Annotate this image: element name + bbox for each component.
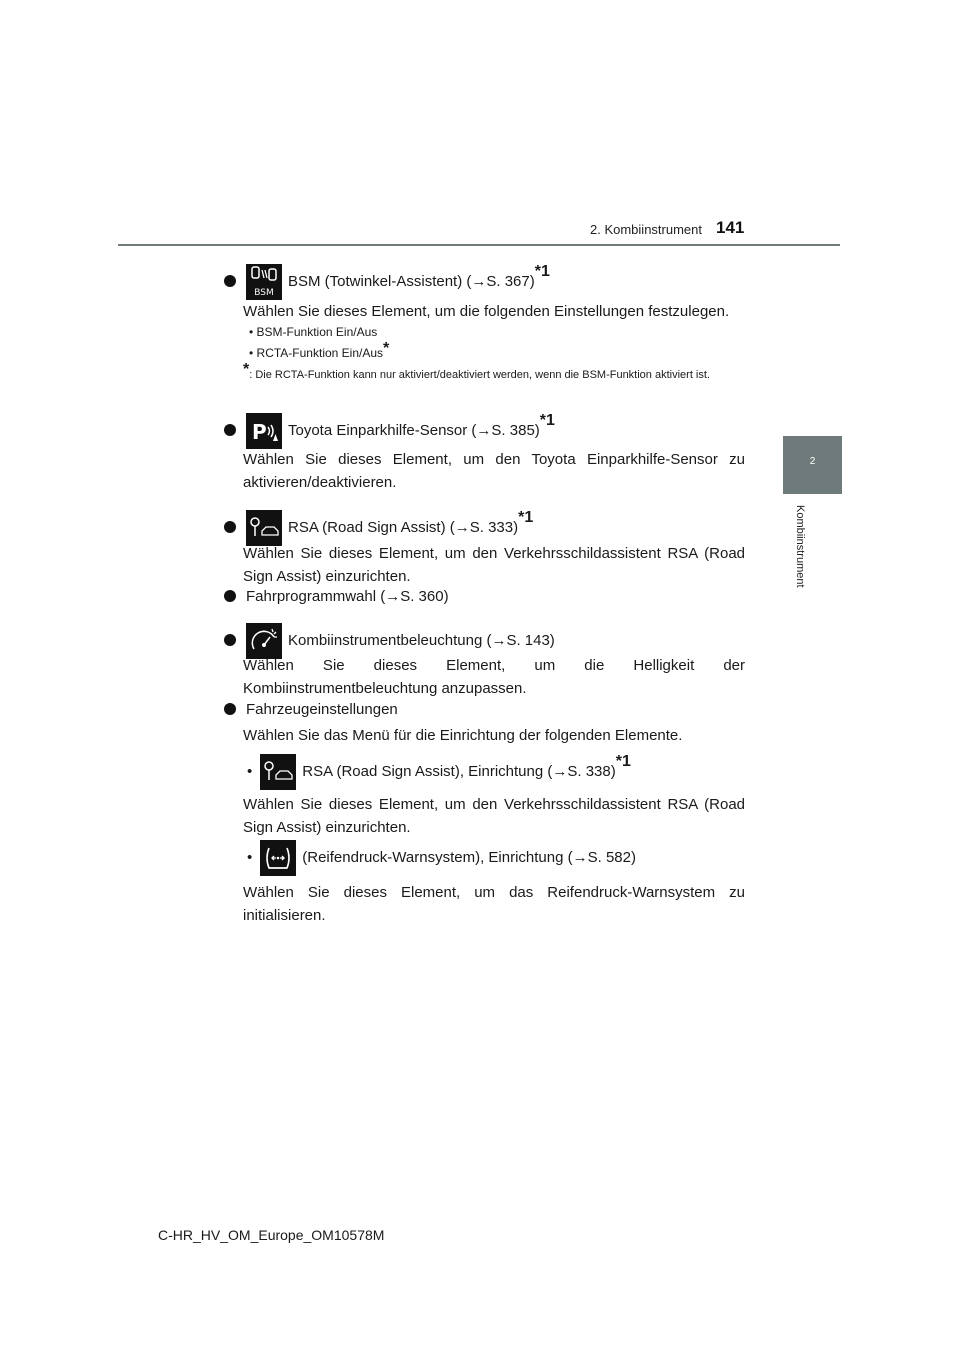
parking-sensor-description: Wählen Sie dieses Element, um den Toyota Einparkhilfe-Sensor zu aktivieren/deaktivieren.	[243, 451, 745, 491]
small-bullet: •	[247, 848, 253, 866]
bsm-footnote	[243, 362, 745, 383]
list-item-rsa-setup	[243, 752, 631, 790]
rsa-setup-title: RSA (Road Sign Assist), Einrichtung (→S. 338)	[302, 763, 616, 780]
bsm-sub-item-1: • BSM-Funktion Ein/Aus	[249, 325, 378, 339]
bullet-icon	[224, 275, 236, 287]
chapter-tab	[783, 436, 842, 494]
list-item-drive-mode	[224, 587, 449, 607]
rsa-title: RSA (Road Sign Assist) (→S. 333)	[288, 519, 519, 536]
parking-sensor-icon-text: P	[252, 420, 267, 445]
vehicle-settings-title: Fahrzeugeinstellungen	[246, 701, 398, 718]
chapter-tab-number: 2	[809, 456, 816, 467]
bsm-footnote-marker: *1	[534, 263, 550, 280]
drive-mode-title: Fahrprogrammwahl (→S. 360)	[246, 588, 449, 605]
bullet-icon	[224, 424, 236, 436]
page-number: 141	[716, 218, 745, 237]
tire-pressure-icon	[260, 840, 296, 876]
tire-pressure-title: (Reifendruck-Warnsystem), Einrichtung (→S. 582)	[302, 848, 636, 866]
meter-illumination-title: Kombiinstrumentbeleuchtung (→S. 143)	[288, 631, 555, 649]
list-item-parking-sensor	[224, 411, 555, 449]
bsm-description: Wählen Sie dieses Element, um die folgenden Einstellungen festzulegen.	[243, 303, 730, 320]
document-id: C-HR_HV_OM_Europe_OM10578M	[158, 1227, 385, 1243]
vehicle-settings-description: Wählen Sie das Menü für die Einrichtung der folgenden Elemente.	[243, 727, 683, 744]
list-item-rsa	[224, 508, 533, 546]
bsm-sub-item-2-star: *	[383, 340, 390, 357]
small-bullet: •	[247, 763, 253, 780]
bsm-sub-item-2-text: • RCTA-Funktion Ein/Aus	[249, 346, 384, 360]
chapter-side-label: Kombiinstrument	[794, 505, 806, 588]
rsa-footnote-marker: *1	[518, 509, 534, 526]
bullet-icon	[224, 634, 236, 646]
meter-illumination-description: Wählen Sie dieses Element, um die Helligkeit der Kombiinstrumentbeleuchtung anzupassen.	[243, 657, 745, 697]
list-item-bsm	[224, 262, 550, 300]
bullet-icon	[224, 521, 236, 533]
running-header-section: 2. Kombiinstrument	[590, 222, 702, 237]
bsm-sub-item-2	[249, 341, 389, 361]
bsm-title: BSM (Totwinkel-Assistent) (→S. 367)	[288, 273, 535, 290]
parking-sensor-title: Toyota Einparkhilfe-Sensor (→S. 385)	[288, 422, 540, 439]
bullet-icon	[224, 703, 236, 715]
bsm-footnote-text: : Die RCTA-Funktion kann nur aktiviert/deaktiviert werden, wenn die BSM-Funktion aktiviert ist.	[249, 369, 710, 381]
bullet-icon	[224, 590, 236, 602]
rsa-setup-description: Wählen Sie dieses Element, um den Verkehrsschildassistent RSA (Road Sign Assist) einzurichten.	[243, 796, 745, 836]
list-item-vehicle-settings	[224, 700, 398, 720]
list-item-tire-pressure-setup	[243, 840, 636, 876]
road-sign-assist-icon	[260, 754, 296, 790]
bsm-footnote-star: *	[243, 361, 250, 378]
parking-sensor-icon	[246, 413, 282, 449]
parking-sensor-footnote-marker: *1	[539, 412, 555, 429]
rsa-setup-footnote-marker: *1	[615, 753, 631, 770]
bsm-icon-text: BSM	[254, 288, 274, 299]
bsm-icon	[246, 264, 282, 300]
rsa-description: Wählen Sie dieses Element, um den Verkehrsschildassistent RSA (Road Sign Assist) einzurichten.	[243, 545, 745, 585]
tire-pressure-description: Wählen Sie dieses Element, um das Reifendruck-Warnsystem zu initialisieren.	[243, 884, 745, 924]
road-sign-assist-icon	[246, 510, 282, 546]
header-divider	[118, 244, 840, 246]
